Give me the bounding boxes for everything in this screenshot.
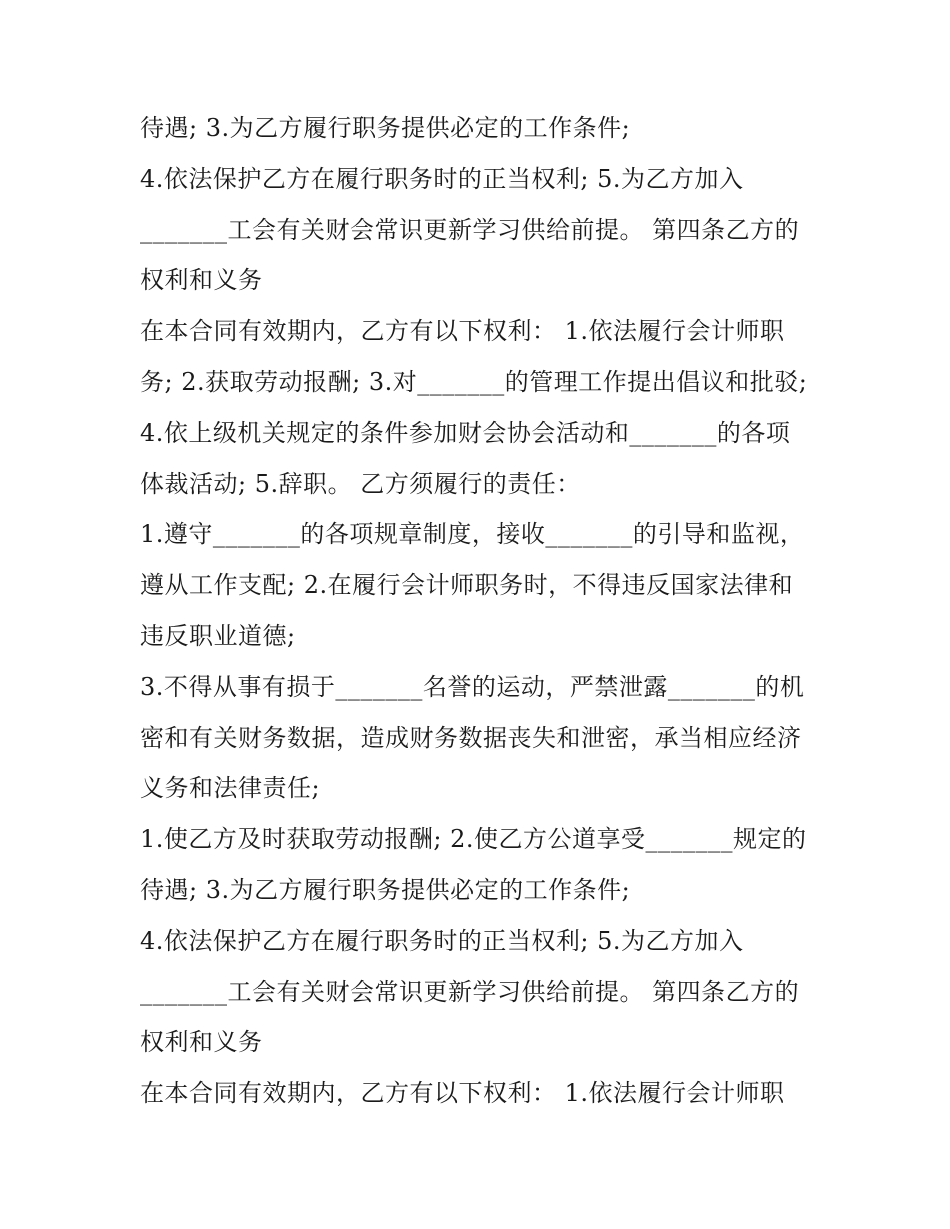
text-line-20: 在本合同有效期内，乙方有以下权利： 1.依法履行会计师职	[140, 1079, 785, 1108]
text-line-13: 密和有关财务数据，造成财务数据丧失和泄密，承当相应经济	[140, 723, 802, 752]
document-body	[140, 103, 830, 1119]
text-line-9: 1.遵守_______的各项规章制度，接收_______的引导和监视，	[140, 520, 805, 549]
text-line-5: 在本合同有效期内，乙方有以下权利： 1.依法履行会计师职	[140, 317, 785, 346]
text-line-11: 违反职业道德;	[140, 621, 296, 650]
text-line-18: _______工会有关财会常识更新学习供给前提。 第四条乙方的	[140, 977, 800, 1006]
text-line-10: 遵从工作支配; 2.在履行会计师职务时，不得违反国家法律和	[140, 571, 794, 600]
text-line-12: 3.不得从事有损于_______名誉的运动，严禁泄露_______的机	[140, 672, 805, 701]
text-line-6: 务; 2.获取劳动报酬; 3.对_______的管理工作提出倡议和批驳;	[140, 367, 808, 396]
text-line-17: 4.依法保护乙方在履行职务时的正当权利; 5.为乙方加入	[140, 926, 744, 955]
text-line-16: 待遇; 3.为乙方履行职务提供必定的工作条件;	[140, 875, 631, 904]
text-line-7: 4.依上级机关规定的条件参加财会协会活动和_______的各项	[140, 418, 791, 447]
text-line-19: 权利和义务	[140, 1028, 263, 1057]
text-line-4: 权利和义务	[140, 266, 263, 295]
text-line-14: 义务和法律责任;	[140, 774, 321, 803]
text-line-8: 体裁活动; 5.辞职。 乙方须履行的责任：	[140, 469, 581, 498]
text-line-2: 4.依法保护乙方在履行职务时的正当权利; 5.为乙方加入	[140, 164, 744, 193]
text-line-15: 1.使乙方及时获取劳动报酬; 2.使乙方公道享受_______规定的	[140, 825, 807, 854]
text-line-1: 待遇; 3.为乙方履行职务提供必定的工作条件;	[140, 114, 631, 142]
text-line-3: _______工会有关财会常识更新学习供给前提。 第四条乙方的	[140, 215, 800, 244]
